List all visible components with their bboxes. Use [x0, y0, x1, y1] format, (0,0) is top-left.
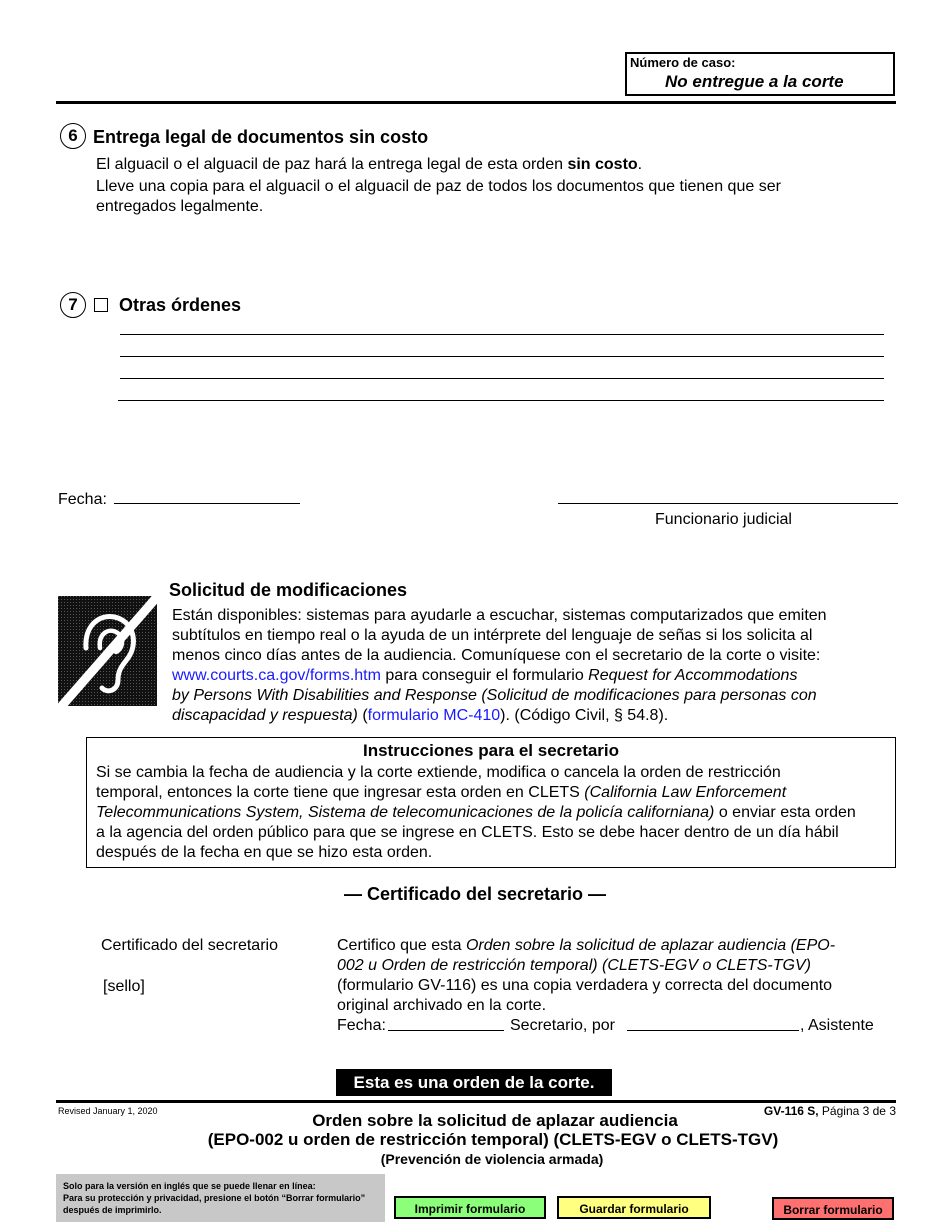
mc410-form-link[interactable]: formulario MC-410 [367, 707, 501, 724]
judicial-officer-label: Funcionario judicial [655, 511, 792, 528]
footer-rule [56, 1100, 896, 1103]
certificate-clerk-label: Secretario, por [510, 1017, 615, 1034]
save-form-button[interactable]: Guardar formulario [557, 1196, 711, 1219]
certificate-clerk-line[interactable] [627, 1030, 799, 1031]
section-6-line-2: Lleve una copia para el alguacil o el alguacil de paz de todos los documentos que tienen que ser [96, 178, 781, 195]
revised-date: Revised January 1, 2020 [58, 1106, 158, 1116]
accommodations-line-6: discapacidad y respuesta) (formulario MC-410). (Código Civil, § 54.8). [172, 707, 669, 724]
print-form-button[interactable]: Imprimir formulario [394, 1196, 546, 1219]
section-6-title: Entrega legal de documentos sin costo [93, 127, 429, 147]
seal-label: [sello] [103, 978, 145, 995]
court-order-banner: Esta es una orden de la corte. [336, 1069, 612, 1096]
other-orders-line-3[interactable] [120, 378, 884, 379]
clerk-instructions-line-3: Telecommunications System, Sistema de telecomunicaciones de la policía californiana) o enviar esta orden [96, 804, 856, 821]
online-version-note [56, 1174, 385, 1222]
footer-title-3: (Prevención de violencia armada) [380, 1151, 604, 1167]
item-number-6: 6 [60, 123, 86, 149]
clear-form-button[interactable]: Borrar formulario [772, 1197, 894, 1220]
certificate-date-line[interactable] [388, 1030, 504, 1031]
other-orders-line-1[interactable] [120, 334, 884, 335]
clerk-instructions-line-4: a la agencia del orden público para que se ingrese en CLETS. Esto se debe hacer dentro de un día hábil [96, 824, 839, 841]
item-number-7: 7 [60, 292, 86, 318]
certificate-line-2: 002 u Orden de restricción temporal) (CLETS-EGV o CLETS-TGV) [337, 957, 811, 974]
accommodations-line-4: www.courts.ca.gov/forms.htm para conseguir el formulario Request for Accommodations [172, 667, 798, 684]
header-rule [56, 101, 896, 104]
section-6-line-3: entregados legalmente. [96, 198, 264, 215]
accommodations-line-1: Están disponibles: sistemas para ayudarle a escuchar, sistemas computarizados que emiten [172, 607, 827, 624]
courts-forms-link[interactable]: www.courts.ca.gov/forms.htm [172, 667, 381, 684]
accommodations-line-3: menos cinco días antes de la audiencia. Comuníquese con el secretario de la corte o visite: [172, 647, 821, 664]
case-number-label: Número de caso: [630, 55, 736, 70]
online-note-line-2: Para su protección y privacidad, presione el botón “Borrar formulario” [63, 1193, 366, 1203]
clerk-certificate-left-label: Certificado del secretario [101, 937, 278, 954]
footer-title-1: Orden sobre la solicitud de aplazar audiencia [312, 1111, 678, 1130]
certificate-line-4: original archivado en la corte. [337, 997, 547, 1014]
clerk-certificate-heading: — Certificado del secretario — [343, 884, 607, 904]
clerk-instructions-line-2: temporal, entonces la corte tiene que ingresar esta orden en CLETS (California Law Enforcement [96, 784, 787, 801]
clerk-instructions-title: Instrucciones para el secretario [362, 741, 620, 760]
other-orders-line-2[interactable] [120, 356, 884, 357]
accommodations-title: Solicitud de modificaciones [169, 580, 408, 600]
section-6-line-1: El alguacil o el alguacil de paz hará la entrega legal de esta orden sin costo. [96, 156, 643, 173]
clerk-instructions-line-1: Si se cambia la fecha de audiencia y la corte extiende, modifica o cancela la orden de restricción [96, 764, 781, 781]
accommodations-line-5: by Persons With Disabilities and Response (Solicitud de modificaciones para personas con [172, 687, 817, 704]
other-orders-line-4[interactable] [118, 400, 884, 401]
hearing-assistance-icon [58, 596, 157, 706]
certificate-line-3: (formulario GV-116) es una copia verdadera y correcta del documento [337, 977, 833, 994]
judge-date-label: Fecha: [58, 491, 107, 508]
clerk-instructions-line-5: después de la fecha en que se hizo esta orden. [96, 844, 433, 861]
case-number-value: No entregue a la corte [665, 72, 844, 91]
online-note-line-3: después de imprimirlo. [63, 1205, 162, 1215]
section-7-title: Otras órdenes [119, 295, 242, 315]
certificate-deputy-label: , Asistente [800, 1017, 874, 1034]
footer-title-2: (EPO-002 u orden de restricción temporal) (CLETS-EGV o CLETS-TGV) [207, 1130, 779, 1149]
accommodations-line-2: subtítulos en tiempo real o la ayuda de un intérprete del lenguaje de señas si los solicita al [172, 627, 813, 644]
form-page-id: GV-116 S, Página 3 de 3 [763, 1104, 896, 1118]
judicial-officer-signature-line[interactable] [558, 503, 898, 504]
case-number-box [625, 52, 895, 96]
judge-date-line[interactable] [114, 503, 300, 504]
other-orders-checkbox[interactable] [94, 298, 108, 312]
certificate-line-1: Certifico que esta Orden sobre la solicitud de aplazar audiencia (EPO- [337, 937, 836, 954]
online-note-line-1: Solo para la versión en inglés que se puede llenar en línea: [63, 1181, 316, 1191]
certificate-date-label: Fecha: [337, 1017, 386, 1034]
